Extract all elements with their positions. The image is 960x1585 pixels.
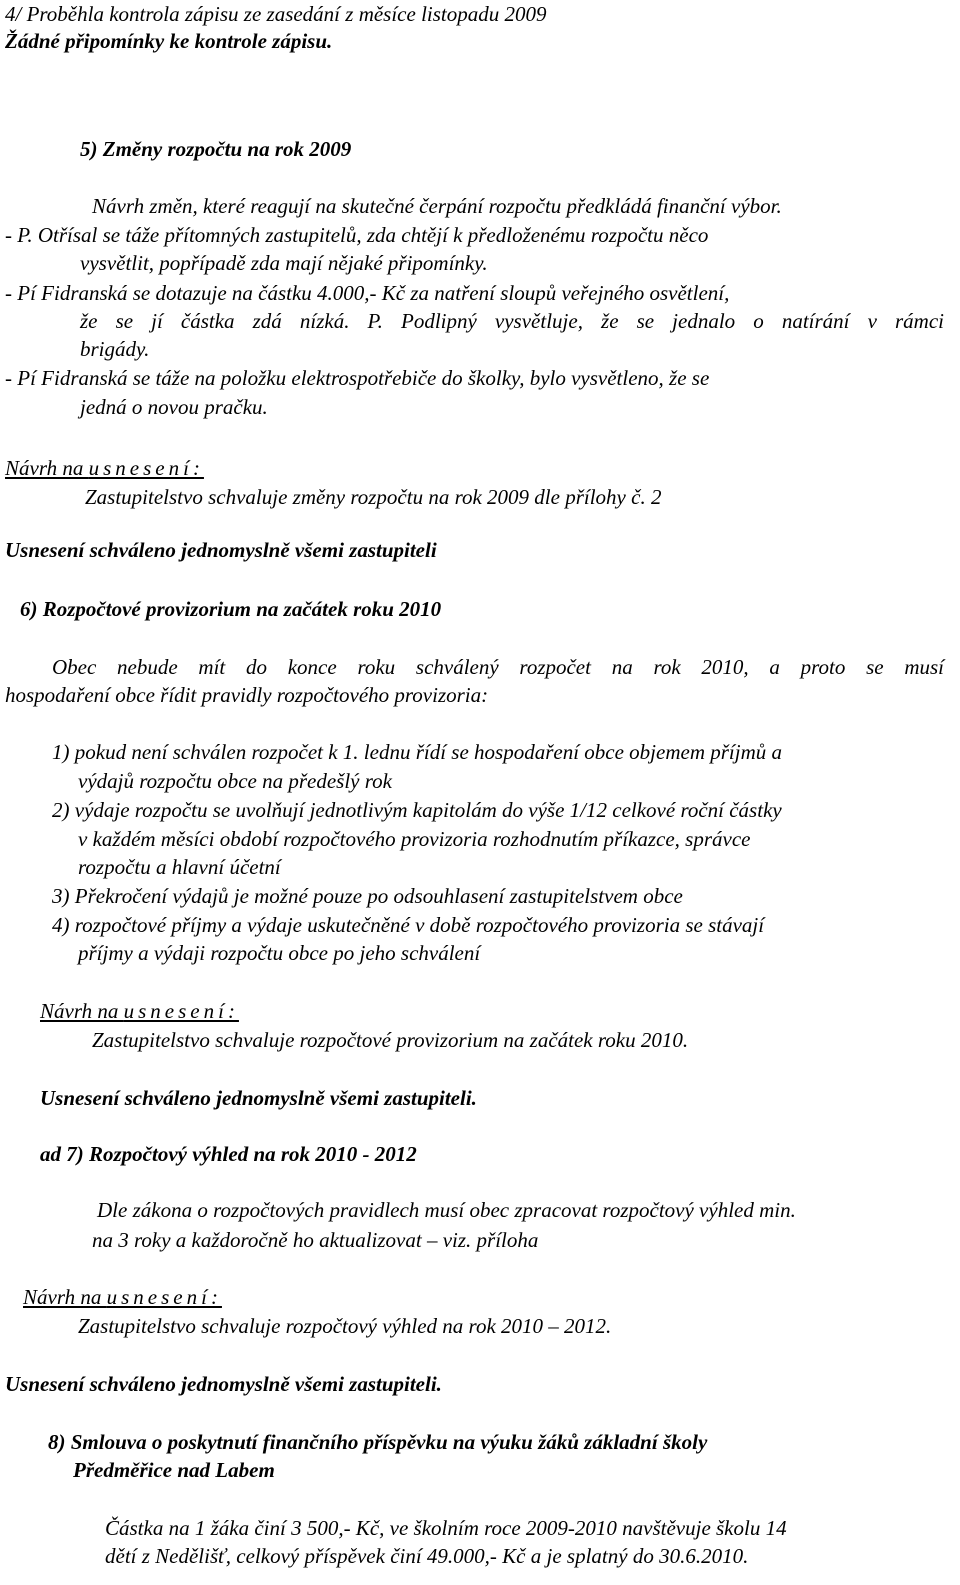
s6-item-3-line-1: 3) Překročení výdajů je možné pouze po odsouhlasení zastupitelstvem obce xyxy=(52,884,683,908)
s7-para-line-2: na 3 roky a každoročně ho aktualizovat – viz. příloha xyxy=(92,1228,539,1252)
s5-bullet-1-line-2: vysvětlit, popřípadě zda mají nějaké připomínky. xyxy=(80,251,488,275)
s6-item-4-line-1: 4) rozpočtové příjmy a výdaje uskutečněné v době rozpočtového provizoria se stávají xyxy=(52,913,765,937)
s6-resolution: Zastupitelstvo schvaluje rozpočtové provizorium na začátek roku 2010. xyxy=(92,1028,689,1052)
s5-bullet-2-line-1: - Pí Fidranská se dotazuje na částku 4.000,- Kč za natření sloupů veřejného osvětlení, xyxy=(5,281,730,305)
s7-approved: Usnesení schváleno jednomyslně všemi zastupiteli. xyxy=(5,1372,442,1396)
s6-item-2-line-3: rozpočtu a hlavní účetní xyxy=(78,855,281,879)
s7-heading: ad 7) Rozpočtový výhled na rok 2010 - 2012 xyxy=(40,1142,417,1166)
s5-heading: 5) Změny rozpočtu na rok 2009 xyxy=(80,137,352,161)
s5-navrh-label: Návrh na usnesení: xyxy=(5,456,204,480)
s6-para-line-2: hospodaření obce řídit pravidly rozpočtového provizoria: xyxy=(5,683,489,707)
s5-intro: Návrh změn, které reagují na skutečné čerpání rozpočtu předkládá finanční výbor. xyxy=(92,194,782,218)
s6-approved: Usnesení schváleno jednomyslně všemi zastupiteli. xyxy=(40,1086,477,1110)
s6-item-2-line-2: v každém měsíci období rozpočtového provizoria rozhodnutím příkazce, správce xyxy=(78,827,751,851)
s5-bullet-3-line-2: jedná o novou pračku. xyxy=(80,395,268,419)
s8-heading-line-1: 8) Smlouva o poskytnutí finančního příspěvku na výuku žáků základní školy xyxy=(48,1430,708,1454)
s7-para-line-1: Dle zákona o rozpočtových pravidlech musí obec zpracovat rozpočtový výhled min. xyxy=(97,1198,796,1222)
s5-approved: Usnesení schváleno jednomyslně všemi zastupiteli xyxy=(5,538,437,562)
s5-bullet-2-line-2: že se jí částka zdá nízká. P. Podlipný vysvětluje, že se jednalo o natírání v rámci xyxy=(80,309,944,333)
s7-navrh-label: Návrh na usnesení: xyxy=(23,1285,222,1309)
s7-resolution: Zastupitelstvo schvaluje rozpočtový výhled na rok 2010 – 2012. xyxy=(78,1314,612,1338)
s6-heading: 6) Rozpočtové provizorium na začátek roku 2010 xyxy=(20,597,442,621)
s8-heading-line-2: Předměřice nad Labem xyxy=(73,1458,275,1482)
s4-line-1: 4/ Proběhla kontrola zápisu ze zasedání z měsíce listopadu 2009 xyxy=(5,2,547,26)
s5-resolution: Zastupitelstvo schvaluje změny rozpočtu na rok 2009 dle přílohy č. 2 xyxy=(85,485,662,509)
s5-bullet-1-line-1: - P. Otřísal se táže přítomných zastupitelů, zda chtějí k předloženému rozpočtu něco xyxy=(5,223,709,247)
s4-line-2: Žádné připomínky ke kontrole zápisu. xyxy=(5,29,333,53)
s8-para-line-2: dětí z Nedělišť, celkový příspěvek činí 49.000,- Kč a je splatný do 30.6.2010. xyxy=(105,1544,749,1568)
s6-navrh-label: Návrh na usnesení: xyxy=(40,999,239,1023)
s6-item-2-line-1: 2) výdaje rozpočtu se uvolňují jednotlivým kapitolám do výše 1/12 celkové roční částky xyxy=(52,798,782,822)
s6-item-4-line-2: příjmy a výdaji rozpočtu obce po jeho schválení xyxy=(78,941,481,965)
s5-bullet-3-line-1: - Pí Fidranská se táže na položku elektrospotřebiče do školky, bylo vysvětleno, že se xyxy=(5,366,710,390)
s8-para-line-1: Částka na 1 žáka činí 3 500,- Kč, ve školním roce 2009-2010 navštěvuje školu 14 xyxy=(105,1516,787,1540)
s6-item-1-line-1: 1) pokud není schválen rozpočet k 1. lednu řídí se hospodaření obce objemem příjmů a xyxy=(52,740,782,764)
s5-bullet-2-line-3: brigády. xyxy=(80,337,150,361)
s6-para-line-1: Obec nebude mít do konce roku schválený rozpočet na rok 2010, a proto se musí xyxy=(52,655,944,679)
s6-item-1-line-2: výdajů rozpočtu obce na předešlý rok xyxy=(78,769,392,793)
